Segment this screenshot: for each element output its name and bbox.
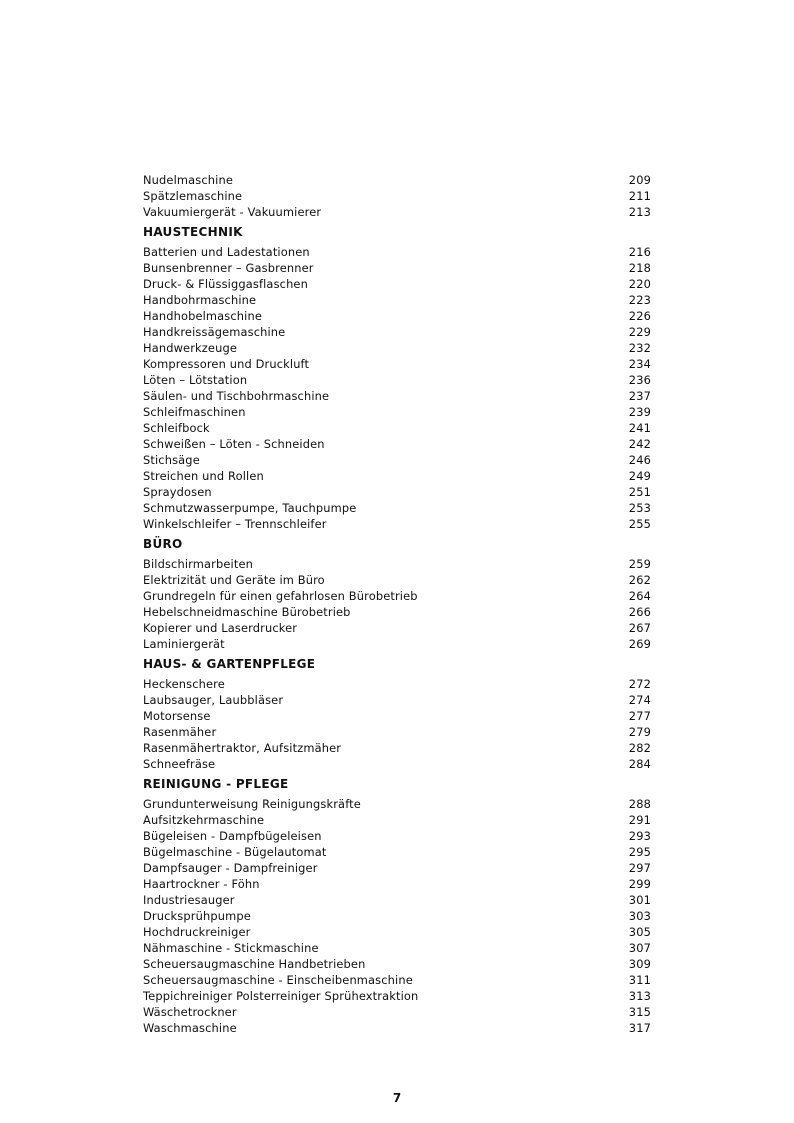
toc-entry-page: 269 <box>628 637 651 651</box>
toc-entry <box>143 172 651 188</box>
toc-entry <box>143 924 651 940</box>
toc-entry <box>143 860 651 876</box>
toc-entry-page: 234 <box>628 357 651 371</box>
toc-entry-title: Laubsauger, Laubbläser <box>143 693 284 707</box>
toc-entry-page: 313 <box>628 989 651 1003</box>
toc-entry-title: Schmutzwasserpumpe, Tauchpumpe <box>143 501 357 515</box>
toc-entry-title: Waschmaschine <box>143 1021 237 1035</box>
toc-entry <box>143 844 651 860</box>
toc-entry-title: Industriesauger <box>143 893 235 907</box>
toc-entry-page: 220 <box>628 277 651 291</box>
section-heading: BÜRO <box>143 537 183 551</box>
toc-entry-title: Nähmaschine - Stickmaschine <box>143 941 319 955</box>
toc-entry-page: 232 <box>628 341 651 355</box>
toc-entry-page: 251 <box>628 485 651 499</box>
toc-entry <box>143 876 651 892</box>
toc-entry-title: Streichen und Rollen <box>143 469 264 483</box>
toc-entry <box>143 828 651 844</box>
toc-entry-title: Drucksprühpumpe <box>143 909 251 923</box>
toc-entry-title: Rasenmähertraktor, Aufsitzmäher <box>143 741 342 755</box>
toc-entry <box>143 636 651 652</box>
toc-entry-title: Vakuumiergerät - Vakuumierer <box>143 205 322 219</box>
toc-entry-page: 303 <box>628 909 651 923</box>
toc-entry <box>143 244 651 260</box>
toc-entry <box>143 1020 651 1036</box>
toc-entry-title: Wäschetrockner <box>143 1005 237 1019</box>
toc-entry-page: 279 <box>628 725 651 739</box>
toc-entry-title: Spätzlemaschine <box>143 189 243 203</box>
toc-entry-page: 297 <box>628 861 651 875</box>
toc-entry-title: Laminiergerät <box>143 637 225 651</box>
toc-entry <box>143 404 651 420</box>
toc-entry <box>143 188 651 204</box>
toc-entry <box>143 1004 651 1020</box>
toc-entry-page: 211 <box>628 189 651 203</box>
toc-entry-page: 267 <box>628 621 651 635</box>
toc-entry <box>143 604 651 620</box>
toc-entry-page: 277 <box>628 709 651 723</box>
toc-entry <box>143 516 651 532</box>
toc-entry-title: Schleifbock <box>143 421 210 435</box>
toc-entry-page: 293 <box>628 829 651 843</box>
toc-entry <box>143 324 651 340</box>
toc-entry-title: Rasenmäher <box>143 725 217 739</box>
toc-entry <box>143 708 651 724</box>
toc-entry-title: Nudelmaschine <box>143 173 233 187</box>
toc-entry-title: Bügelmaschine - Bügelautomat <box>143 845 327 859</box>
toc-entry-page: 291 <box>628 813 651 827</box>
toc-entry-page: 288 <box>628 797 651 811</box>
toc-entry-page: 253 <box>628 501 651 515</box>
toc-entry-page: 236 <box>628 373 651 387</box>
toc-entry-title: Hochdruckreiniger <box>143 925 251 939</box>
toc-entry-title: Teppichreiniger Polsterreiniger Sprühextraktion <box>143 989 419 1003</box>
toc-entry-page: 262 <box>628 573 651 587</box>
toc-entry-title: Druck- & Flüssiggasflaschen <box>143 277 308 291</box>
toc-entry-title: Kompressoren und Druckluft <box>143 357 310 371</box>
toc-entry-page: 249 <box>628 469 651 483</box>
toc-entry <box>143 620 651 636</box>
toc-entry-title: Grundunterweisung Reinigungskräfte <box>143 797 361 811</box>
toc-entry-title: Grundregeln für einen gefahrlosen Bürobetrieb <box>143 589 418 603</box>
toc-entry <box>143 340 651 356</box>
toc-entry-title: Löten – Lötstation <box>143 373 248 387</box>
toc-entry-page: 295 <box>628 845 651 859</box>
toc-entry <box>143 556 651 572</box>
toc-entry <box>143 892 651 908</box>
toc-entry <box>143 940 651 956</box>
toc-entry-title: Motorsense <box>143 709 211 723</box>
toc-entry-page: 266 <box>628 605 651 619</box>
toc-entry-page: 216 <box>628 245 651 259</box>
toc-entry-title: Schweißen – Löten - Schneiden <box>143 437 325 451</box>
toc-entry-page: 246 <box>628 453 651 467</box>
toc-entry <box>143 260 651 276</box>
toc-entry <box>143 500 651 516</box>
toc-entry-page: 209 <box>628 173 651 187</box>
toc-entry-page: 242 <box>628 437 651 451</box>
toc-entry-page: 309 <box>628 957 651 971</box>
toc-entry-page: 315 <box>628 1005 651 1019</box>
toc-entry-title: Hebelschneidmaschine Bürobetrieb <box>143 605 351 619</box>
toc-entry <box>143 572 651 588</box>
toc-entry <box>143 436 651 452</box>
toc-entry <box>143 204 651 220</box>
toc-entry-page: 311 <box>628 973 651 987</box>
toc-entry-page: 213 <box>628 205 651 219</box>
toc-entry-title: Schneefräse <box>143 757 216 771</box>
toc-entry <box>143 292 651 308</box>
toc-entry <box>143 812 651 828</box>
toc-entry-title: Kopierer und Laserdrucker <box>143 621 298 635</box>
toc-entry <box>143 692 651 708</box>
toc-entry <box>143 452 651 468</box>
page-number: 7 <box>392 1091 402 1105</box>
toc-entry <box>143 988 651 1004</box>
toc-entry-title: Elektrizität und Geräte im Büro <box>143 573 325 587</box>
toc-entry <box>143 756 651 772</box>
toc-entry-page: 301 <box>628 893 651 907</box>
toc-entry-title: Handbohrmaschine <box>143 293 257 307</box>
table-of-contents <box>143 172 651 1036</box>
toc-entry-title: Scheuersaugmaschine Handbetrieben <box>143 957 366 971</box>
toc-entry-page: 307 <box>628 941 651 955</box>
toc-entry-title: Säulen- und Tischbohrmaschine <box>143 389 330 403</box>
toc-entry-page: 255 <box>628 517 651 531</box>
toc-entry-title: Bildschirmarbeiten <box>143 557 253 571</box>
toc-entry <box>143 420 651 436</box>
toc-entry-page: 264 <box>628 589 651 603</box>
toc-entry <box>143 372 651 388</box>
toc-entry <box>143 724 651 740</box>
toc-entry <box>143 740 651 756</box>
toc-entry-page: 299 <box>628 877 651 891</box>
toc-entry <box>143 308 651 324</box>
toc-entry-title: Handhobelmaschine <box>143 309 263 323</box>
toc-entry <box>143 356 651 372</box>
toc-entry <box>143 908 651 924</box>
toc-entry-title: Batterien und Ladestationen <box>143 245 310 259</box>
toc-entry-page: 218 <box>628 261 651 275</box>
toc-entry-page: 317 <box>628 1021 651 1035</box>
toc-entry-title: Handkreissägemaschine <box>143 325 286 339</box>
section-heading: HAUS- & GARTENPFLEGE <box>143 657 316 671</box>
toc-entry-page: 237 <box>628 389 651 403</box>
toc-entry <box>143 588 651 604</box>
toc-entry-title: Bunsenbrenner – Gasbrenner <box>143 261 314 275</box>
toc-entry-title: Bügeleisen - Dampfbügeleisen <box>143 829 322 843</box>
toc-entry-page: 284 <box>628 757 651 771</box>
toc-entry-title: Stichsäge <box>143 453 200 467</box>
section-heading: REINIGUNG - PFLEGE <box>143 777 289 791</box>
toc-entry-page: 229 <box>628 325 651 339</box>
toc-entry <box>143 388 651 404</box>
toc-entry <box>143 484 651 500</box>
toc-entry <box>143 796 651 812</box>
toc-entry-title: Haartrockner - Föhn <box>143 877 260 891</box>
section-heading: HAUSTECHNIK <box>143 225 243 239</box>
toc-entry-title: Dampfsauger - Dampfreiniger <box>143 861 318 875</box>
toc-entry-page: 282 <box>628 741 651 755</box>
toc-entry-title: Spraydosen <box>143 485 212 499</box>
toc-entry-title: Schleifmaschinen <box>143 405 246 419</box>
toc-entry-title: Aufsitzkehrmaschine <box>143 813 265 827</box>
toc-entry <box>143 956 651 972</box>
toc-entry <box>143 676 651 692</box>
toc-entry-page: 272 <box>628 677 651 691</box>
toc-entry-title: Scheuersaugmaschine - Einscheibenmaschine <box>143 973 413 987</box>
toc-entry-title: Winkelschleifer – Trennschleifer <box>143 517 327 531</box>
toc-entry-title: Heckenschere <box>143 677 225 691</box>
toc-entry-title: Handwerkzeuge <box>143 341 237 355</box>
toc-entry-page: 305 <box>628 925 651 939</box>
toc-entry-page: 226 <box>628 309 651 323</box>
toc-entry <box>143 276 651 292</box>
toc-entry <box>143 468 651 484</box>
toc-entry-page: 239 <box>628 405 651 419</box>
toc-entry-page: 241 <box>628 421 651 435</box>
toc-entry-page: 274 <box>628 693 651 707</box>
toc-entry <box>143 972 651 988</box>
toc-entry-page: 259 <box>628 557 651 571</box>
toc-entry-page: 223 <box>628 293 651 307</box>
